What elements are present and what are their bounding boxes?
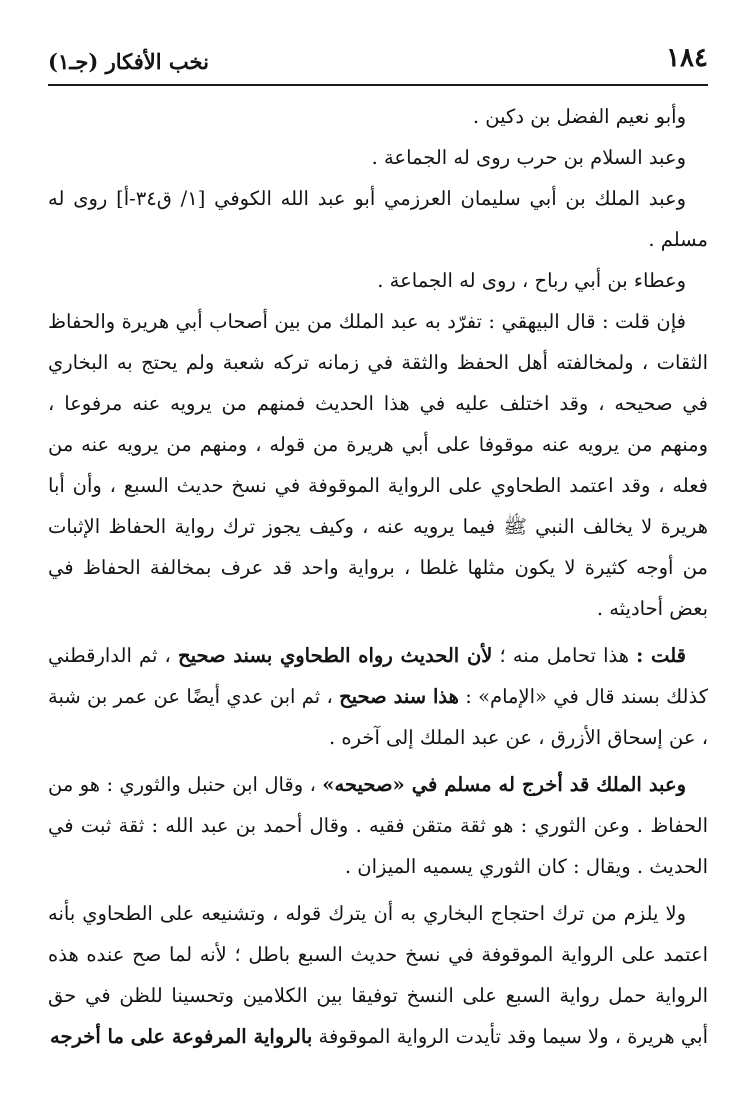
- paragraph-text: وعبد الملك بن أبي سليمان العرزمي أبو عبد الله الكوفي [١/ ق٣٤-أ] روى له مسلم .: [48, 187, 708, 251]
- page-body: [48, 96, 708, 1057]
- paragraph-narrator-abd-al-malik: [48, 178, 708, 260]
- paragraph-text: وأبو نعيم الفضل بن دكين .: [472, 105, 686, 128]
- paragraph-abd-al-malik-credibility: [48, 764, 708, 887]
- paragraph-text: وعبد السلام بن حرب روى له الجماعة .: [371, 146, 686, 169]
- paragraph-text: ، ثم الدارقطني كذلك بسند قال في «الإمام» :: [48, 644, 708, 708]
- paragraph-text: ، وقال ابن حنبل والثوري : هو من الحفاظ . وعن الثوري : هو ثقة متقن فقيه . وقال أحمد بن عبد الله : ثقة ثبت في الحديث . ويقال : كان الثوري يسميه الميزان .: [48, 773, 708, 878]
- book-page: [48, 40, 708, 1090]
- paragraph-rebuttal: [48, 893, 708, 1057]
- paragraph-reply: [48, 635, 708, 758]
- paragraph-text: فإن قلت : قال البيهقي : تفرّد به عبد الملك من بين أصحاب أبي هريرة والحفاظ الثقات ، ولمخالفته أهل الحفظ والثقة في زمانه تركه شعبة ولم يحتج به البخاري في صحيحه ، وقد اختلف عليه في هذا الحديث فمنهم من يرويه عنه مرفوعا ، ومنهم من يرويه عنه موقوفا على أبي هريرة من قوله ، ومنهم من يرويه عنه من فعله ، وقد اعتمد الطحاوي على الرواية الموقوفة في نسخ حديث السبع ، وأن أبا هريرة لا يخالف النبي ﷺ فيما يرويه عنه ، وكيف يجوز ترك رواية الحفاظ الإثبات من أوجه كثيرة لا يكون مثلها غلطا ، برواية واحد قد عرف بمخالفة الحفاظ في بعض أحاديثه .: [48, 310, 708, 620]
- reply-label: قلت :: [636, 644, 686, 667]
- page-number: ١٨٤: [666, 43, 708, 73]
- paragraph-narrator-abd-al-salam: [48, 137, 708, 178]
- paragraph-narrator-ata: [48, 260, 708, 301]
- page-header: [48, 40, 708, 86]
- paragraph-narrator-abu-nuaim: [48, 96, 708, 137]
- paragraph-text: ، ثم ابن عدي أيضًا عن عمر بن شبة ، عن إسحاق الأزرق ، عن عبد الملك إلى آخره .: [48, 685, 708, 749]
- running-title: نخب الأفكار (جـ١): [48, 49, 209, 74]
- emphasis-text: لأن الحديث رواه الطحاوي بسند صحيح: [177, 644, 493, 667]
- emphasis-text: هذا سند صحيح: [339, 685, 459, 708]
- paragraph-text: وعطاء بن أبي رباح ، روى له الجماعة .: [377, 269, 686, 292]
- paragraph-text: ولا يلزم من ترك احتجاج البخاري به أن يترك قوله ، وتشنيعه على الطحاوي بأنه اعتمد على الرواية الموقوفة في نسخ حديث السبع باطل ؛ لأنه لما صح عنده هذه الرواية حمل رواية السبع على النسخ توفيقا بين الكلامين وتحسينا للظن في حق أبي هريرة ، ولا سيما وقد تأيدت الرواية الموقوفة: [48, 902, 708, 1048]
- emphasis-text: وعبد الملك قد أخرج له مسلم في «صحيحه»: [322, 773, 686, 796]
- paragraph-text: هذا تحامل منه ؛: [492, 644, 637, 667]
- emphasis-text: بالرواية المرفوعة على ما أخرجه: [50, 1025, 313, 1048]
- paragraph-objection-bayhaqi: [48, 301, 708, 629]
